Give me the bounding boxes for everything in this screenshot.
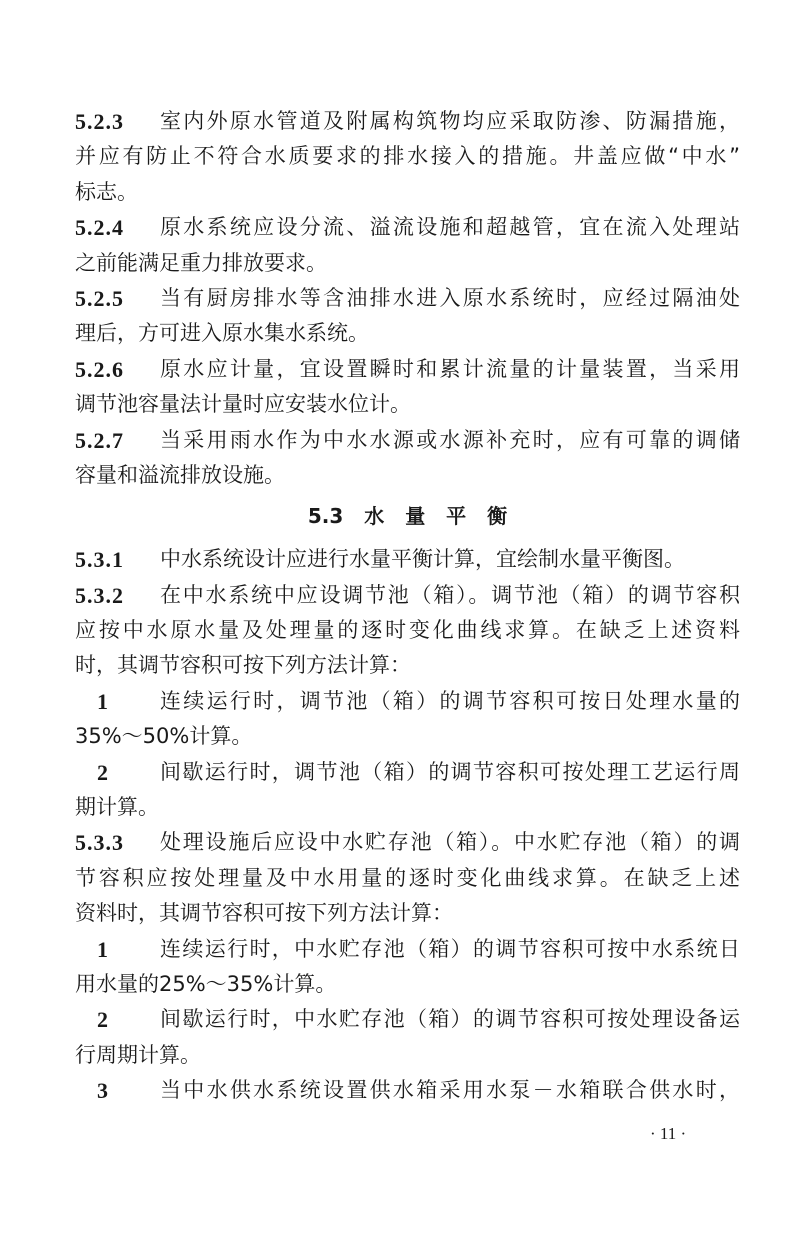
clause-text: 标志。 [75,179,138,204]
text-line [75,281,740,316]
clause-number: 5.2.5 [75,285,124,311]
text-line [75,423,740,458]
text-line [75,1073,740,1108]
clause-text: 处理设施后应设中水贮存池（箱）。中水贮存池（箱）的调 [160,830,740,855]
text-line [75,684,740,719]
clause [75,281,740,352]
text-line [75,755,740,790]
text-line [75,613,740,648]
clause [75,210,740,281]
section-heading-number: 5.3 [307,504,344,529]
clause-text: 之前能满足重力排放要求。 [75,250,327,275]
clause-item [75,932,740,1003]
clause-number: 5.3.1 [75,547,124,573]
text-line [75,896,740,931]
text-line [75,210,740,245]
clause-number: 5.3.2 [75,582,124,608]
text-line [75,932,740,967]
clause [75,542,740,577]
clause-number: 5.2.4 [75,215,124,241]
clause-text: 理后，方可进入原水集水系统。 [75,321,369,346]
clause-text: 容量和溢流排放设施。 [75,462,285,487]
clause-number: 5.2.7 [75,427,124,453]
text-line [75,967,740,1002]
text-line [75,175,740,210]
clause-text: 中水系统设计应进行水量平衡计算，宜绘制水量平衡图。 [160,547,685,572]
text-line [75,1002,740,1037]
clause-text: 应按中水原水量及处理量的逐时变化曲线求算。在缺乏上述资料 [75,618,740,643]
clause-text: 时，其调节容积可按下列方法计算： [75,653,411,678]
clause-text: 行周期计算。 [75,1042,201,1067]
text-line [75,316,740,351]
clause-text: 间歇运行时，中水贮存池（箱）的调节容积可按处理设备运 [160,1007,740,1032]
item-number: 1 [97,936,108,962]
clause [75,352,740,423]
clause-text: 资料时，其调节容积可按下列方法计算： [75,901,453,926]
clause-text: 室内外原水管道及附属构筑物均应采取防渗、防漏措施， [160,109,740,133]
clause-text: 当采用雨水作为中水水源或水源补充时，应有可靠的调储 [160,427,740,452]
clause-number: 5.2.6 [75,356,124,382]
section-heading-title: 水 量 平 衡 [364,504,508,529]
text-line [75,246,740,281]
text-line [75,458,740,493]
text-line [75,719,740,754]
clause-text: 连续运行时，调节池（箱）的调节容积可按日处理水量的 [160,688,740,713]
clause-text: 当有厨房排水等含油排水进入原水系统时，应经过隔油处 [160,285,740,310]
text-line [75,648,740,683]
section-heading [75,491,740,541]
clause-text: 当中水供水系统设置供水箱采用水泵－水箱联合供水时， [160,1078,740,1103]
text-line [75,352,740,387]
item-number: 1 [97,688,108,714]
clause-text: 原水系统应设分流、溢流设施和超越管，宜在流入处理站 [160,215,740,240]
text-line [75,1038,740,1073]
clause-text: 调节池容量法计量时应安装水位计。 [75,392,411,417]
text-line [75,861,740,896]
section-5-2-clauses [75,104,740,493]
text-line [75,542,740,577]
clause-text: 原水应计量，宜设置瞬时和累计流量的计量装置，当采用 [160,356,740,381]
section-5-3-clauses [75,542,740,1108]
item-number: 2 [97,759,108,785]
clause-item [75,755,740,826]
clause [75,825,740,931]
clause [75,104,740,210]
text-line [75,104,740,139]
clause-text: 35%～50%计算。 [75,724,253,749]
document-body [75,104,740,1109]
clause-item [75,684,740,755]
clause-text: 间歇运行时，调节池（箱）的调节容积可按处理工艺运行周 [160,759,740,784]
text-line [75,139,740,174]
text-line [75,387,740,422]
text-line [75,578,740,613]
clause-text: 期计算。 [75,795,159,820]
clause-text: 用水量的25%～35%计算。 [75,971,337,996]
item-number: 2 [97,1007,108,1033]
clause-item [75,1002,740,1073]
clause-text: 节容积应按处理量及中水用量的逐时变化曲线求算。在缺乏上述 [75,865,740,890]
clause-number: 5.2.3 [75,109,124,134]
clause-text: 并应有防止不符合水质要求的排水接入的措施。井盖应做“中水” [75,144,740,169]
clause-number: 5.3.3 [75,830,124,856]
text-line [75,790,740,825]
clause-item [75,1073,740,1108]
text-line [75,825,740,860]
page-number: · 11 · [650,1124,687,1143]
clause [75,423,740,494]
item-number: 3 [97,1078,108,1104]
clause-text: 在中水系统中应设调节池（箱）。调节池（箱）的调节容积 [160,582,740,607]
clause [75,578,740,684]
clause-text: 连续运行时，中水贮存池（箱）的调节容积可按中水系统日 [160,936,740,961]
